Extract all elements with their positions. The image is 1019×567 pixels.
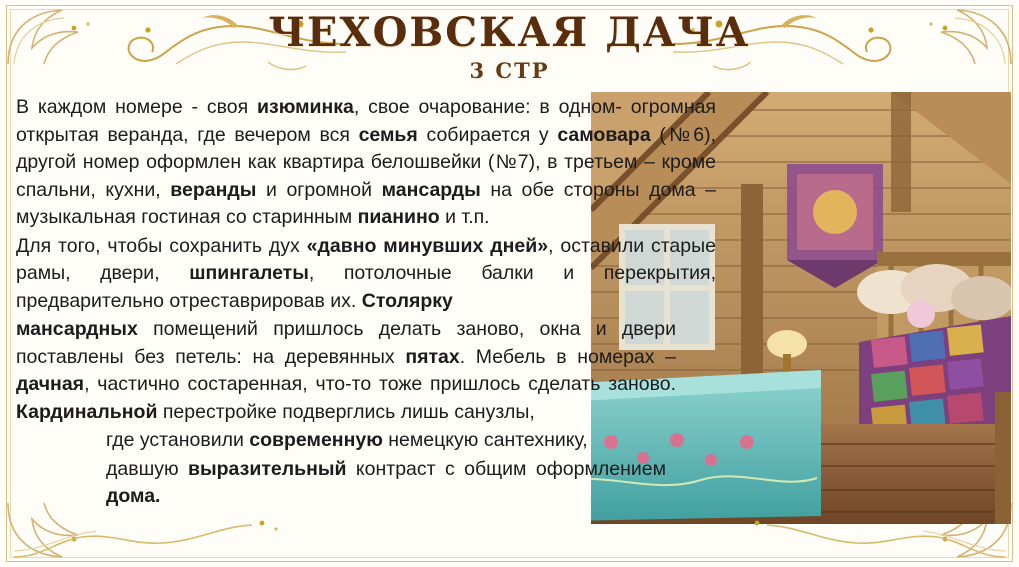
page-header <box>0 0 1019 92</box>
page-subtitle: 3 СТР <box>469 58 550 83</box>
paragraph-2: Для того, чтобы сохранить дух «давно минувших дней», оставили старые рамы, двери, шпингалеты, потолочные балки и перекрытия, предварительно отреставрировав их. Столярку <box>16 234 717 312</box>
paragraph-5: давшую выразительный контраст с общим оформлением дома. <box>106 457 666 507</box>
paragraph-4: где установили современную немецкую сантехнику, <box>106 429 588 451</box>
page-title: ЧЕХОВСКАЯ ДАЧА <box>268 9 751 56</box>
paragraph-3: мансардных помещений пришлось делать заново, окна и двери поставлены без петель: на деревянных пятах. Мебель в номерах – дачная, частично состаренная, что-то тоже пришлось сделать заново. Кардинальной перестройке подверглись лишь санузлы, <box>16 318 676 423</box>
article-body <box>16 94 716 511</box>
footer-ornament-icon <box>12 507 332 561</box>
title-block <box>0 9 1019 83</box>
paragraph-1: В каждом номере - своя изюминка, свое очарование: в одном- огромная открытая веранда, где вечером вся семья собирается у самовара (№6), другой номер оформлен как квартира белошвейки (№7), в третьем – кроме спальни, кухни, веранды и огромной мансарды на обе стороны дома – музыкальная гостиная со старинным пианино и т.п. <box>16 96 716 228</box>
